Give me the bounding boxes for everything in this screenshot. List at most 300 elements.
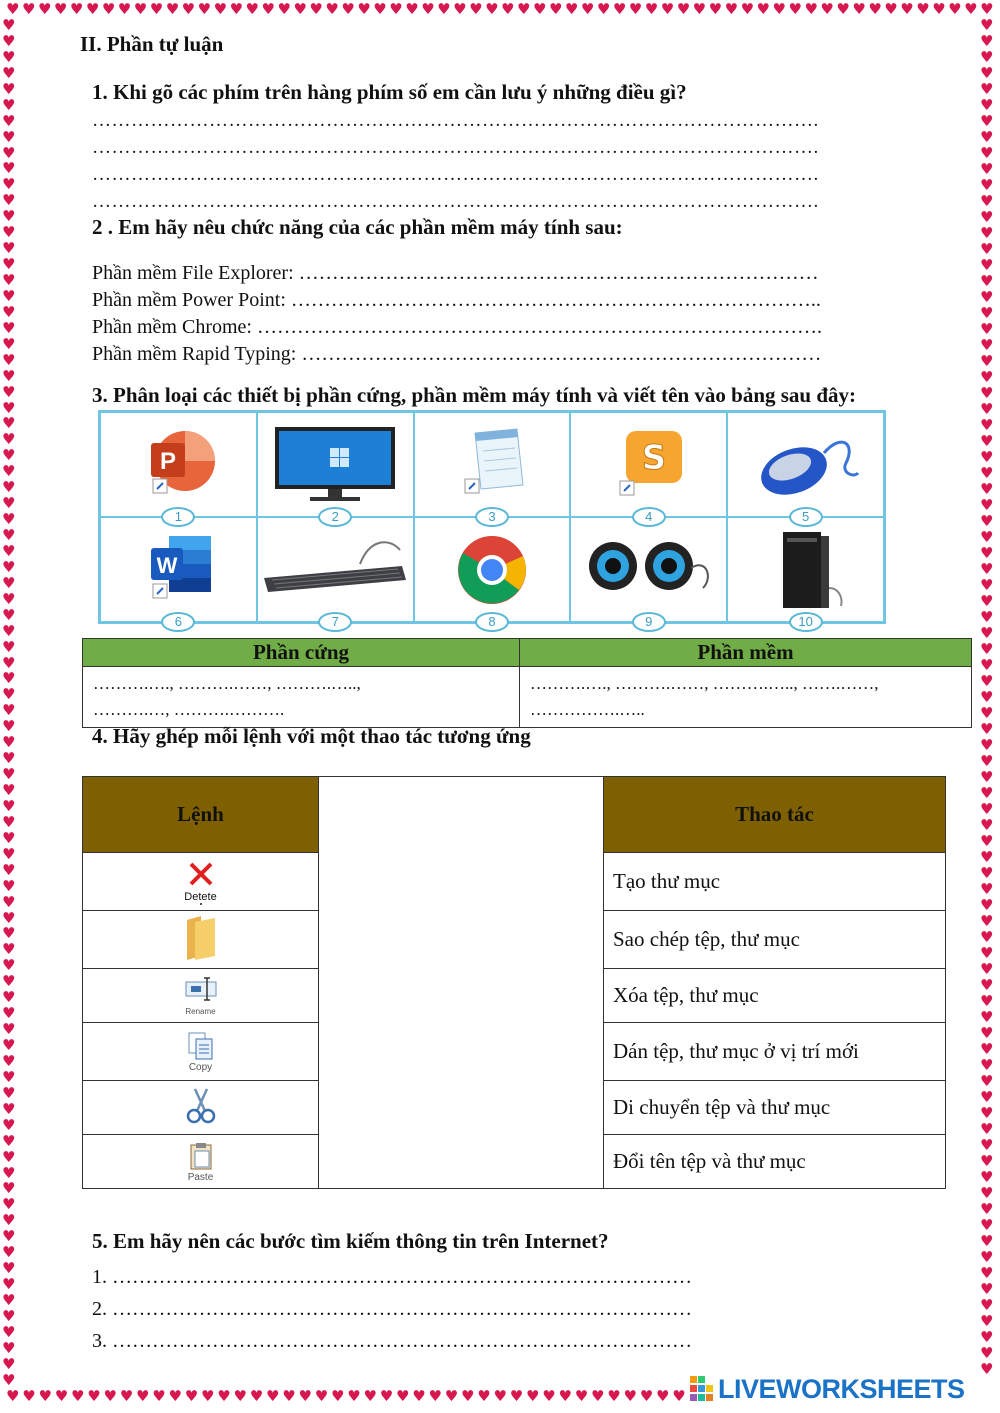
heart-icon: ♥ [980, 992, 994, 1010]
speakers-icon [579, 528, 719, 608]
heart-icon: ♥ [2, 1338, 16, 1357]
heart-icon: ♥ [980, 336, 994, 354]
q1-answer-area[interactable] [92, 110, 962, 218]
notepad-icon [447, 423, 537, 503]
heart-icon: ♥ [2, 446, 16, 465]
heart-icon: ♥ [980, 288, 994, 306]
heart-border-top [6, 2, 994, 18]
heart-icon: ♥ [136, 1389, 150, 1405]
heart-icon: ♥ [2, 127, 16, 146]
heart-icon: ♥ [2, 1275, 16, 1294]
grid-cell-1 [100, 412, 257, 524]
heart-icon: ♥ [558, 1389, 572, 1405]
heart-icon: ♥ [772, 2, 786, 18]
heart-icon: ♥ [2, 18, 16, 34]
hardware-blank-line: ……….…., ……….……, ……….….., [93, 674, 361, 693]
folder-icon [181, 912, 221, 962]
grid-cell-10 [727, 517, 884, 629]
grid-cell-4 [570, 412, 727, 524]
q1-answer-line[interactable]: …………………………………………………………………………………………………. [92, 191, 819, 212]
heart-icon: ♥ [980, 544, 994, 562]
software-blank-line: ……….…., ……….……, ……….….., …….……, [530, 674, 879, 693]
heart-icon: ♥ [980, 912, 994, 930]
heart-icon: ♥ [2, 318, 16, 337]
heart-icon: ♥ [2, 589, 16, 608]
heart-icon: ♥ [980, 1120, 994, 1138]
heart-icon: ♥ [2, 95, 16, 114]
heart-icon: ♥ [980, 896, 994, 914]
heart-icon: ♥ [980, 848, 994, 866]
section-title: II. Phần tự luận [80, 32, 224, 56]
q1-answer-line[interactable]: …………………………………………………………………………………………………. [92, 137, 819, 158]
heart-icon: ♥ [309, 2, 323, 18]
heart-icon: ♥ [980, 656, 994, 674]
mouse-icon [746, 423, 866, 503]
liveworksheets-logo [690, 1372, 965, 1406]
logo-blocks-icon [690, 1376, 714, 1402]
heart-icon: ♥ [2, 207, 16, 226]
heart-icon: ♥ [980, 1056, 994, 1074]
heart-icon: ♥ [980, 1344, 994, 1362]
heart-icon: ♥ [2, 1163, 16, 1182]
heart-icon: ♥ [980, 256, 994, 274]
heart-icon: ♥ [574, 1389, 589, 1405]
heart-icon: ♥ [6, 2, 20, 18]
heart-icon: ♥ [980, 512, 994, 530]
heart-icon: ♥ [692, 2, 707, 18]
heart-icon: ♥ [980, 816, 994, 834]
heart-icon: ♥ [331, 1389, 345, 1405]
heart-icon: ♥ [2, 733, 16, 752]
q2-title: 2 . Em hãy nêu chức năng của các phần mềm máy tính sau: [92, 215, 623, 239]
heart-icon: ♥ [612, 2, 627, 18]
heart-icon: ♥ [820, 2, 834, 18]
heart-icon: ♥ [980, 752, 994, 770]
heart-icon: ♥ [2, 382, 16, 401]
heart-icon: ♥ [2, 637, 16, 656]
heart-icon: ♥ [2, 1179, 16, 1198]
q5-step-line[interactable]: 3. …………………………………………………………………………… [92, 1330, 692, 1352]
heart-icon: ♥ [2, 1099, 16, 1118]
heart-icon: ♥ [2, 781, 16, 799]
rename-icon [183, 976, 219, 1006]
heart-icon: ♥ [444, 1389, 459, 1405]
q1-answer-line[interactable]: …………………………………………………………………………………………………. [92, 110, 819, 131]
heart-icon: ♥ [2, 765, 16, 784]
heart-icon: ♥ [2, 223, 16, 242]
heart-icon: ♥ [2, 1227, 16, 1246]
command-paste[interactable] [83, 1135, 319, 1189]
heart-icon: ♥ [2, 701, 16, 720]
q5-lines [92, 1266, 852, 1362]
heart-icon: ♥ [2, 621, 16, 640]
col-action: Thao tác [604, 777, 946, 853]
action-item[interactable]: Đổi tên tệp và thư mục [604, 1135, 946, 1189]
heart-icon: ♥ [461, 1389, 475, 1405]
heart-icon: ♥ [980, 1232, 994, 1250]
col-hardware: Phần cứng [83, 639, 520, 667]
heart-icon: ♥ [2, 255, 16, 274]
grid-number: 1 [161, 507, 195, 527]
heart-icon: ♥ [2, 1083, 16, 1102]
heart-icon: ♥ [293, 2, 307, 18]
heart-icon: ♥ [133, 2, 148, 18]
heart-icon: ♥ [639, 1389, 654, 1405]
heart-icon: ♥ [980, 928, 994, 946]
heart-icon: ♥ [804, 2, 818, 18]
keyboard-icon [260, 528, 410, 608]
heart-icon: ♥ [2, 653, 16, 672]
heart-icon: ♥ [103, 1389, 117, 1405]
heart-icon: ♥ [980, 176, 994, 194]
heart-icon: ♥ [980, 272, 994, 290]
heart-icon: ♥ [980, 864, 994, 882]
grid-number: 8 [475, 612, 509, 632]
heart-icon: ♥ [184, 1389, 199, 1405]
heart-icon: ♥ [756, 2, 770, 18]
heart-icon: ♥ [980, 18, 994, 34]
heart-icon: ♥ [2, 669, 16, 688]
heart-icon: ♥ [980, 1216, 994, 1234]
hardware-software-table [82, 638, 972, 728]
heart-icon: ♥ [980, 608, 994, 626]
action-item[interactable]: Tạo thư mục [604, 853, 946, 911]
q2-line-file-explorer[interactable]: Phần mềm File Explorer: …………………………………………………………………… [92, 262, 819, 284]
heart-icon: ♥ [980, 1024, 994, 1042]
heart-icon: ♥ [2, 239, 16, 258]
command-delete[interactable] [83, 853, 319, 911]
paste-label: Paste [187, 1171, 214, 1183]
heart-icon: ♥ [2, 956, 16, 975]
heart-icon: ♥ [980, 976, 994, 994]
heart-icon: ♥ [980, 1264, 994, 1282]
matching-area[interactable] [319, 777, 604, 1189]
heart-icon: ♥ [980, 128, 994, 146]
grid-number: 10 [789, 612, 823, 632]
command-cut[interactable] [83, 1081, 319, 1135]
heart-icon: ♥ [2, 1370, 16, 1388]
col-command: Lệnh [83, 777, 319, 853]
q1-answer-line[interactable]: …………………………………………………………………………………………………. [92, 164, 819, 185]
heart-icon: ♥ [964, 2, 978, 18]
heart-icon: ♥ [2, 478, 16, 497]
heart-icon: ♥ [708, 2, 723, 18]
q2-lines [92, 262, 952, 370]
heart-icon: ♥ [980, 944, 994, 962]
grid-cell-3 [414, 412, 571, 524]
heart-icon: ♥ [980, 352, 994, 370]
heart-icon: ♥ [2, 1115, 16, 1134]
heart-icon: ♥ [980, 48, 994, 66]
heart-icon: ♥ [532, 2, 547, 18]
action-item[interactable]: Dán tệp, thư mục ở vị trí mới [604, 1023, 946, 1081]
heart-icon: ♥ [277, 2, 291, 18]
heart-icon: ♥ [2, 510, 16, 529]
heart-icon: ♥ [884, 2, 898, 18]
q5-step-line[interactable]: 1. …………………………………………………………………………… [92, 1266, 692, 1288]
heart-icon: ♥ [980, 592, 994, 610]
heart-icon: ♥ [119, 1389, 134, 1405]
heart-icon: ♥ [980, 720, 994, 738]
heart-icon: ♥ [282, 1389, 296, 1405]
heart-icon: ♥ [2, 271, 16, 289]
heart-icon: ♥ [201, 1389, 215, 1405]
heart-icon: ♥ [117, 2, 132, 18]
chrome-icon [447, 528, 537, 608]
heart-icon: ♥ [980, 528, 994, 546]
command-rename[interactable] [83, 969, 319, 1023]
heart-icon: ♥ [2, 1004, 16, 1023]
heart-icon: ♥ [152, 1389, 166, 1405]
q2-line-power-point[interactable]: Phần mềm Power Point: …………………………………………………………………….. [92, 289, 821, 311]
heart-icon: ♥ [980, 400, 994, 418]
q2-line-chrome[interactable]: Phần mềm Chrome: …………………………………………………………………………. [92, 316, 822, 338]
heart-icon: ♥ [357, 2, 371, 18]
heart-icon: ♥ [2, 541, 16, 560]
heart-icon: ♥ [2, 1131, 16, 1150]
heart-icon: ♥ [2, 79, 16, 98]
heart-icon: ♥ [2, 159, 16, 178]
heart-icon: ♥ [980, 1040, 994, 1058]
heart-icon: ♥ [38, 1389, 52, 1405]
heart-icon: ♥ [6, 1389, 20, 1405]
heart-icon: ♥ [980, 384, 994, 402]
heart-icon: ♥ [2, 876, 16, 895]
heart-icon: ♥ [2, 749, 16, 768]
heart-icon: ♥ [2, 908, 16, 927]
heart-icon: ♥ [2, 462, 16, 481]
heart-icon: ♥ [980, 1008, 994, 1026]
heart-icon: ♥ [2, 302, 16, 321]
software-answer-cell[interactable] [520, 667, 972, 728]
heart-icon: ♥ [644, 2, 659, 18]
heart-icon: ♥ [421, 2, 435, 18]
heart-icon: ♥ [607, 1389, 621, 1405]
heart-icon: ♥ [980, 624, 994, 642]
heart-icon: ♥ [852, 2, 866, 18]
heart-icon: ♥ [54, 1389, 69, 1405]
heart-icon: ♥ [980, 1104, 994, 1122]
heart-icon: ♥ [980, 1184, 994, 1202]
heart-icon: ♥ [932, 2, 946, 18]
heart-icon: ♥ [2, 1195, 16, 1214]
heart-icon: ♥ [980, 368, 994, 386]
q5-step-line[interactable]: 2. …………………………………………………………………………… [92, 1298, 692, 1320]
heart-icon: ♥ [676, 2, 691, 18]
heart-icon: ♥ [363, 1389, 377, 1405]
heart-icon: ♥ [980, 432, 994, 450]
heart-icon: ♥ [980, 448, 994, 466]
heart-icon: ♥ [672, 1389, 686, 1405]
grid-cell-7 [257, 517, 414, 629]
heart-icon: ♥ [948, 2, 962, 18]
heart-icon: ♥ [2, 940, 16, 959]
heart-icon: ♥ [266, 1389, 280, 1405]
heart-icon: ♥ [980, 464, 994, 482]
heart-icon: ♥ [2, 1147, 16, 1166]
heart-icon: ♥ [2, 685, 16, 704]
heart-icon: ♥ [980, 160, 994, 178]
svg-text:W: W [157, 553, 178, 578]
heart-icon: ♥ [2, 398, 16, 417]
heart-icon: ♥ [21, 2, 36, 18]
heart-icon: ♥ [2, 1243, 16, 1262]
heart-icon: ♥ [980, 560, 994, 578]
matching-table [82, 776, 946, 1189]
heart-icon: ♥ [2, 63, 16, 82]
heart-icon: ♥ [2, 796, 16, 815]
heart-icon: ♥ [980, 144, 994, 162]
heart-icon: ♥ [493, 1389, 507, 1405]
grid-number: 2 [318, 507, 352, 527]
heart-icon: ♥ [980, 320, 994, 338]
grid-number: 5 [789, 507, 823, 527]
command-new-folder[interactable] [83, 911, 319, 969]
heart-icon: ♥ [980, 2, 994, 18]
hardware-answer-cell[interactable] [83, 667, 520, 728]
software-blank-line: …………….….. [530, 700, 645, 719]
heart-icon: ♥ [2, 1306, 16, 1325]
heart-icon: ♥ [980, 1072, 994, 1090]
heart-icon: ♥ [509, 1389, 524, 1405]
grid-cell-9 [570, 517, 727, 629]
heart-icon: ♥ [740, 2, 755, 18]
heart-icon: ♥ [2, 1051, 16, 1070]
heart-icon: ♥ [2, 844, 16, 863]
heart-icon: ♥ [22, 1389, 36, 1405]
heart-icon: ♥ [477, 1389, 491, 1405]
heart-icon: ♥ [325, 2, 339, 18]
heart-icon: ♥ [623, 1389, 637, 1405]
heart-border-bottom [6, 1389, 686, 1407]
col-software: Phần mềm [520, 639, 972, 667]
heart-icon: ♥ [2, 175, 16, 194]
heart-icon: ♥ [980, 1200, 994, 1218]
paste-icon [183, 1141, 219, 1171]
delete-label: Detete [184, 891, 217, 903]
grid-cell-5 [727, 412, 884, 524]
grid-number: 4 [632, 507, 666, 527]
scratch-icon [604, 423, 694, 503]
heart-icon: ♥ [980, 1296, 994, 1314]
heart-icon: ♥ [980, 1312, 994, 1330]
q2-line-rapid-typing[interactable]: Phần mềm Rapid Typing: …………………………………………………………………… [92, 343, 822, 365]
heart-icon: ♥ [526, 1389, 540, 1405]
heart-icon: ♥ [2, 31, 16, 50]
heart-icon: ♥ [229, 2, 244, 18]
heart-icon: ♥ [233, 1389, 247, 1405]
heart-icon: ♥ [2, 557, 16, 576]
heart-icon: ♥ [437, 2, 451, 18]
heart-icon: ♥ [980, 192, 994, 210]
copy-label: Copy [188, 1061, 213, 1073]
heart-icon: ♥ [980, 832, 994, 850]
action-item[interactable]: Sao chép tệp, thư mục [604, 911, 946, 969]
heart-icon: ♥ [165, 2, 180, 18]
heart-icon: ♥ [217, 1389, 231, 1405]
heart-icon: ♥ [245, 2, 259, 18]
heart-icon: ♥ [660, 2, 675, 18]
heart-icon: ♥ [2, 286, 16, 305]
heart-icon: ♥ [37, 2, 52, 18]
heart-icon: ♥ [2, 1211, 16, 1230]
hardware-blank-line: ……….…, ……….………. [93, 700, 285, 719]
heart-icon: ♥ [2, 605, 16, 624]
heart-icon: ♥ [168, 1389, 182, 1405]
heart-icon: ♥ [980, 1248, 994, 1266]
heart-icon: ♥ [389, 2, 403, 18]
heart-icon: ♥ [980, 688, 994, 706]
q4-title: 4. Hãy ghép mỗi lệnh với một thao tác tương ứng [92, 724, 531, 748]
heart-icon: ♥ [149, 2, 164, 18]
heart-icon: ♥ [2, 350, 16, 369]
q3-title: 3. Phân loại các thiết bị phần cứng, phần mềm máy tính và viết tên vào bảng sau đây: [92, 383, 857, 407]
heart-icon: ♥ [379, 1389, 394, 1405]
command-copy[interactable] [83, 1023, 319, 1081]
action-item[interactable]: Di chuyển tệp và thư mục [604, 1081, 946, 1135]
heart-icon: ♥ [101, 2, 116, 18]
grid-number: 6 [161, 612, 195, 632]
heart-icon: ♥ [2, 717, 16, 736]
heart-icon: ♥ [405, 2, 419, 18]
heart-icon: ♥ [656, 1389, 670, 1405]
heart-icon: ♥ [517, 2, 531, 18]
heart-icon: ♥ [53, 2, 68, 18]
heart-icon: ♥ [2, 860, 16, 879]
heart-icon: ♥ [197, 2, 212, 18]
heart-icon: ♥ [2, 812, 16, 831]
heart-icon: ♥ [980, 224, 994, 242]
heart-icon: ♥ [980, 416, 994, 434]
heart-icon: ♥ [591, 1389, 605, 1405]
heart-icon: ♥ [71, 1389, 85, 1405]
heart-border-left [2, 18, 18, 1388]
heart-icon: ♥ [2, 1259, 16, 1278]
heart-border-right [980, 18, 996, 1378]
heart-icon: ♥ [2, 1322, 16, 1341]
heart-icon: ♥ [396, 1389, 410, 1405]
q1-title: 1. Khi gõ các phím trên hàng phím số em cần lưu ý những điều gì? [92, 80, 687, 104]
heart-icon: ♥ [980, 96, 994, 114]
heart-icon: ♥ [2, 47, 16, 66]
heart-icon: ♥ [980, 1136, 994, 1154]
computer-case-icon [761, 528, 851, 610]
heart-icon: ♥ [916, 2, 930, 18]
heart-icon: ♥ [485, 2, 499, 18]
svg-text:P: P [160, 448, 177, 475]
heart-icon: ♥ [314, 1389, 329, 1405]
heart-icon: ♥ [868, 2, 882, 18]
heart-icon: ♥ [85, 2, 100, 18]
heart-icon: ♥ [2, 988, 16, 1007]
heart-icon: ♥ [373, 2, 387, 18]
heart-icon: ♥ [261, 2, 275, 18]
q5-title: 5. Em hãy nên các bước tìm kiếm thông tin trên Internet? [92, 1229, 609, 1253]
heart-icon: ♥ [2, 924, 16, 943]
heart-icon: ♥ [2, 1354, 16, 1373]
heart-icon: ♥ [548, 2, 563, 18]
svg-text:S: S [641, 438, 667, 478]
action-item[interactable]: Xóa tệp, thư mục [604, 969, 946, 1023]
heart-icon: ♥ [542, 1389, 556, 1405]
heart-icon: ♥ [564, 2, 579, 18]
heart-icon: ♥ [2, 573, 16, 592]
device-image-grid [98, 410, 886, 629]
heart-icon: ♥ [980, 112, 994, 130]
heart-icon: ♥ [628, 2, 643, 18]
heart-icon: ♥ [2, 430, 16, 449]
heart-icon: ♥ [501, 2, 515, 18]
